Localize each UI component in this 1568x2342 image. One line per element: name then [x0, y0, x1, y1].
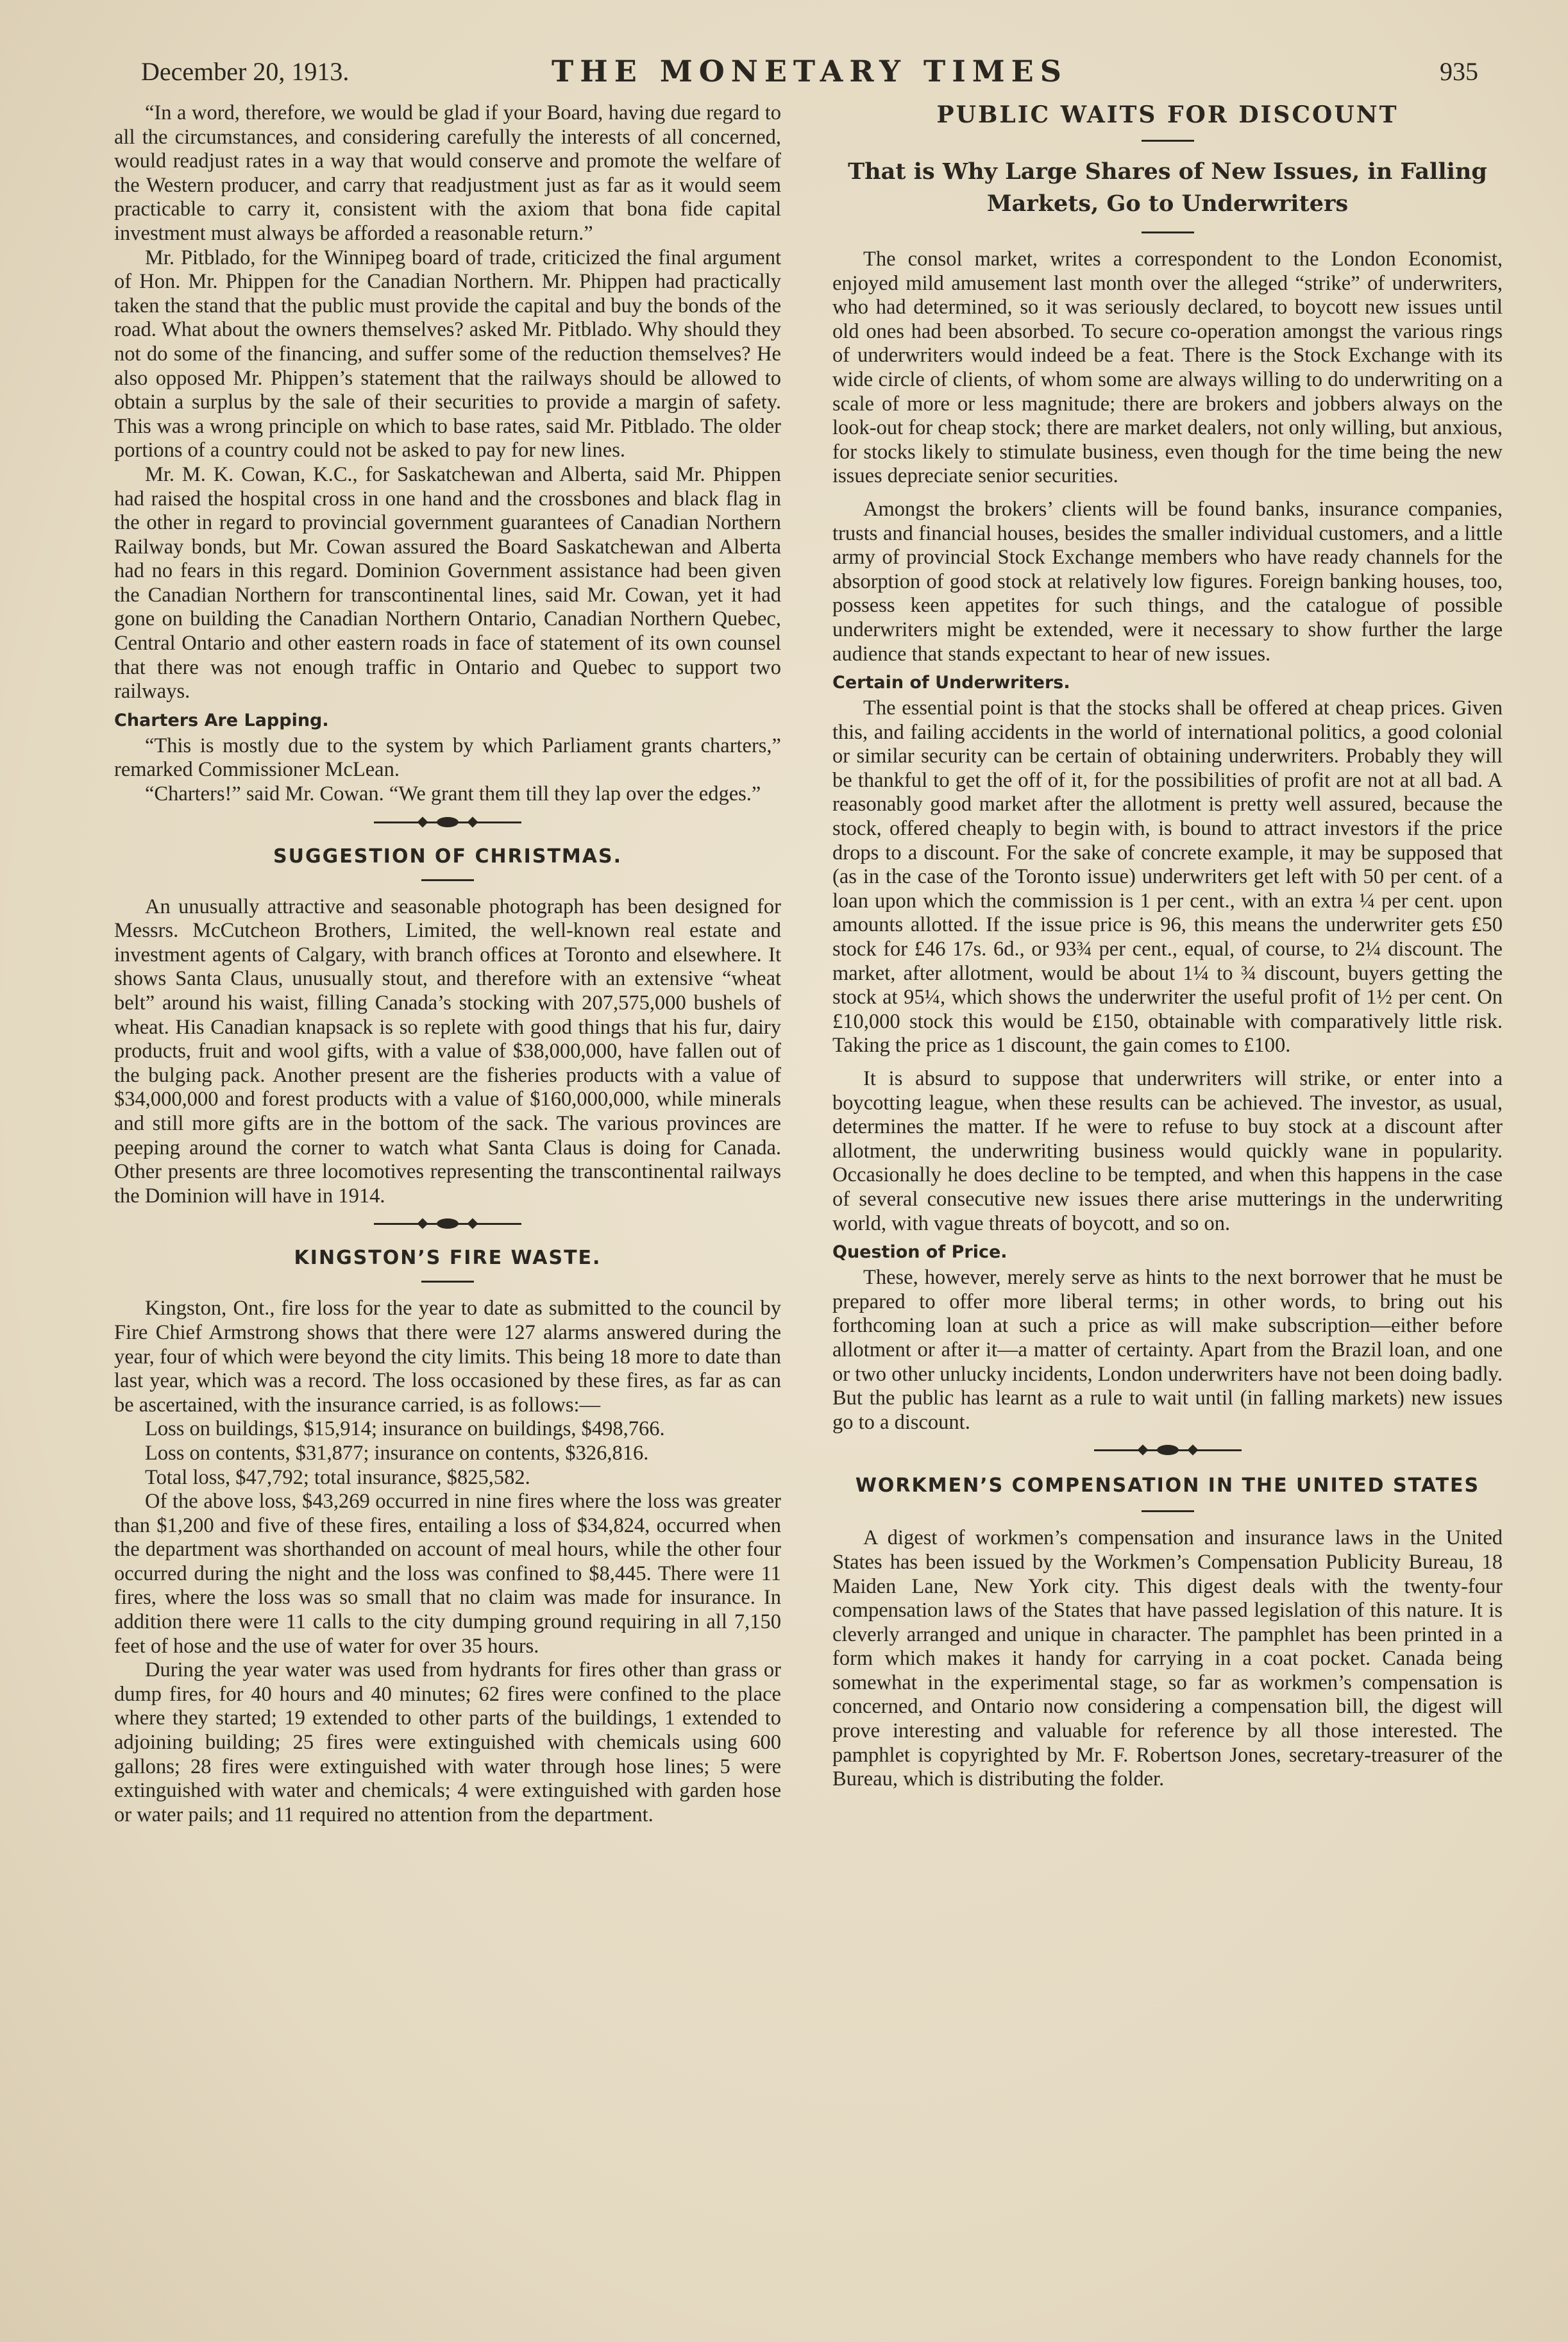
right-column	[832, 101, 1503, 1792]
paragraph: Kingston, Ont., fire loss for the year to date as submitted to the council by Fire Chief Armstrong shows that there were 127 alarms answered during the year, four of which were beyond the city limits. This being 18 more to date than last year, which was a record. The loss occasioned by these fires, as far as can be ascertained, with the insurance carried, is as follows:—	[114, 1297, 781, 1417]
loss-line: Loss on contents, $31,877; insurance on contents, $326,816.	[145, 1441, 649, 1465]
headline-rule	[1142, 140, 1194, 142]
paragraph: These, however, merely serve as hints to the next borrower that he must be prepared to offer more liberal terms; in other words, to bring out his forthcoming loan at such a price as will make subscription—either before allotment or after it—a matter of certainty. Apart from the Brazil loan, and one or two other unlucky incidents, London underwriters have not been doing badly. But the public has learnt as a rule to wait until (in falling markets) new issues go to a discount.	[832, 1266, 1503, 1434]
left-column	[114, 101, 781, 1827]
paragraph: Amongst the brokers’ clients will be found banks, insurance companies, trusts and financial houses, besides the smaller individual customers, and a little army of provincial Stock Exchange members who have ready channels for the absorption of good stock at relatively low figures. Foreign banking houses, too, possess keen appetites for such things, and the catalogue of possible underwriters might be extended, were it necessary to show further the large audience that stands expectant to hear of new issues.	[832, 497, 1503, 666]
paragraph: Of the above loss, $43,269 occurred in nine fires where the loss was greater than $1,200 and five of these fires, entailing a loss of $34,824, occurred when the department was shorthanded on account of meal hours, while the other four occurred during the night and the loss was confined to $8,445. There were 11 fires, where the loss was so small that no claim was made for insurance. In addition there were 11 calls to the city dumping ground requiring in all 7,150 feet of hose and the use of water for over 35 hours.	[114, 1490, 781, 1658]
subheading-certain: Certain of Underwriters.	[832, 673, 1070, 693]
headline-rule	[421, 1281, 474, 1283]
publication-title: THE MONETARY TIMES	[552, 54, 1068, 88]
issue-date: December 20, 1913.	[141, 57, 350, 86]
subheading-charters: Charters Are Lapping.	[114, 710, 329, 730]
headline-christmas: SUGGESTION OF CHRISTMAS.	[273, 845, 622, 868]
headline-kingston: KINGSTON’S FIRE WASTE.	[294, 1247, 602, 1270]
section-divider	[374, 816, 521, 829]
loss-line: Loss on buildings, $15,914; insurance on buildings, $498,766.	[145, 1417, 665, 1441]
headline-rule	[1142, 232, 1194, 233]
headline-discount: PUBLIC WAITS FOR DISCOUNT	[936, 101, 1399, 128]
paragraph: The essential point is that the stocks shall be offered at cheap prices. Given this, and failing accidents in the world of international politics, a good colonial or similar security can be certain of obtaining underwriters. Probably they will be thankful to get the off of it, for the possibilities of profit are not at all bad. A reasonably good market after the allotment is pretty well assured, because the stock, offered cheaply to begin with, is bound to attract investors if the price drops to a discount. For the sake of concrete example, it may be supposed that (as in the case of the Toronto issue) underwriters get left with 50 per cent. of a loan upon which the commission is 1 per cent., with an extra ¼ per cent. upon amounts allotted. If the issue price is 96, this means the underwriter gets £50 stock for £46 17s. 6d., or 93¾ per cent., equal, of course, to 2¼ discount. The market, after allotment, would be about 1¼ to ¾ discount, buyers getting the stock at 95¼, which shows the underwriter the useful profit of 1½ per cent. On £10,000 stock this would be £150, obtainable with comparatively little risk. Taking the price as 1 discount, the gain comes to £100.	[832, 696, 1503, 1057]
paragraph: Mr. Pitblado, for the Winnipeg board of trade, criticized the final argument of Hon. Mr. Phippen for the Canadian Northern. Mr. Phippen had practically taken the stand that the public must provide the capital and buy the bonds of the road. What about the owners themselves? asked Mr. Pitblado. Why should they not do some of the financing, and suffer some of the reduction themselves? He also opposed Mr. Phippen’s statement that the railways should be allowed to obtain a surplus by the sale of their securities to provide a margin of safety. This was a wrong principle on which to base rates, said Mr. Pitblado. The older portions of a country could not be asked to pay for new lines.	[114, 246, 781, 462]
page-number: 935	[1440, 57, 1478, 86]
section-divider	[374, 1217, 521, 1230]
section-divider	[1094, 1444, 1242, 1456]
subheadline-discount: That is Why Large Shares of New Issues, in Falling Markets, Go to Underwriters	[848, 158, 1487, 217]
paragraph: A digest of workmen’s compensation and insurance laws in the United States has been issued by the Workmen’s Compensation Publicity Bureau, 18 Maiden Lane, New York city. This digest deals with the twenty-four compensation laws of the States that have passed legislation of this nature. It is cleverly arranged and unique in character. The pamphlet has been printed in a form which makes it handy for carrying in a coat pocket. Canada being somewhat in the experimental stage, so far as workmen’s compensation is concerned, and Ontario now considering a compensation bill, the digest will prove interesting and valuable for reference by all those interested. The pamphlet is copyrighted by Mr. F. Robertson Jones, secretary-treasurer of the Bureau, which is distributing the folder.	[832, 1526, 1503, 1791]
paragraph: “This is mostly due to the system by which Parliament grants charters,” remarked Commissioner McLean.	[114, 734, 781, 782]
paragraph: Mr. M. K. Cowan, K.C., for Saskatchewan and Alberta, said Mr. Phippen had raised the hospital cross in one hand and the crossbones and black flag in the other in regard to provincial government guarantees of Canadian Northern Railway bonds, but Mr. Cowan assured the Board Saskatchewan and Alberta had no fears in this regard. Dominion Government assistance had been given the Canadian Northern for transcontinental lines, said Mr. Cowan, yet it had gone on building the Canadian Northern Ontario, Canadian Northern Quebec, Central Ontario and other eastern roads in face of statement of its own counsel that there was not enough traffic in Ontario and Quebec to support two railways.	[114, 462, 781, 703]
paragraph: During the year water was used from hydrants for fires other than grass or dump fires, for 40 hours and 40 minutes; 62 fires were confined to the place where they started; 19 extended to other parts of the buildings, 1 extended to adjoining building; 25 fires were extinguished with chemicals using 600 gallons; 28 fires were extinguished with water through hose lines; 5 were extinguished with water and chemicals; 4 were extinguished with garden hose or water pails; and 11 required no attention from the department.	[114, 1658, 781, 1826]
paragraph: “Charters!” said Mr. Cowan. “We grant them till they lap over the edges.”	[145, 782, 761, 806]
headline-rule	[421, 879, 474, 881]
headline-rule	[1142, 1510, 1194, 1512]
paragraph: It is absurd to suppose that underwriters will strike, or enter into a boycotting league, when these results can be achieved. The investor, as usual, determines the matter. If he were to refuse to buy stock at a discount after allotment, the underwriting business would quickly wane in popularity. Occasionally he does decline to be tempted, and when this happens in the case of several consecutive new issues there arise mutterings in the underwriting world, with vague threats of boycott, and so on.	[832, 1067, 1503, 1235]
loss-line: Total loss, $47,792; total insurance, $825,582.	[145, 1465, 530, 1489]
paragraph: An unusually attractive and seasonable photograph has been designed for Messrs. McCutcheon Brothers, Limited, the well-known real estate and investment agents of Calgary, with branch offices at Toronto and elsewhere. It shows Santa Claus, unusually stout, and therefore with an extensive “wheat belt” around his waist, filling Canada’s stocking with 207,575,000 bushels of wheat. His Canadian knapsack is so replete with good things that his fur, dairy products, fruit and wool gifts, with a value of $38,000,000, have fallen out of the bulging pack. Another present are the fisheries products with a value of $34,000,000 and forest products with a value of $160,000,000, while minerals and still more gifts are in the bottom of the sack. The various provinces are peeping around the corner to watch what Santa Claus is doing for Canada. Other presents are three locomotives representing the transcontinental railways the Dominion will have in 1914.	[114, 895, 781, 1208]
subheading-price: Question of Price.	[832, 1242, 1007, 1263]
paragraph: “In a word, therefore, we would be glad if your Board, having due regard to all the circumstances, and considering carefully the interests of all concerned, would readjust rates in a way that would conserve and promote the welfare of the Western producer, and carry that readjustment just as far as it would seem practicable to carry it, consistent with the axiom that bona fide capital investment must always be afforded a reasonable return.”	[114, 101, 781, 245]
page-header	[141, 56, 1478, 101]
headline-workmen: WORKMEN’S COMPENSATION IN THE UNITED STATES	[855, 1474, 1480, 1497]
paragraph: The consol market, writes a correspondent to the London Economist, enjoyed mild amusement last month over the alleged “strike” of underwriters, who had determined, so it was seriously declared, to boycott new issues until old ones had been absorbed. To secure co-operation amongst the various rings of underwriters would indeed be a feat. There is the Stock Exchange with its wide circle of clients, of whom some are always willing to do underwriting on a scale of more or less magnitude; there are brokers and jobbers always on the look-out for cheap stock; there are market dealers, not only willing, but anxious, for stocks likely to stimulate business, even though for the time being the new issues depreciate senior securities.	[832, 248, 1503, 488]
